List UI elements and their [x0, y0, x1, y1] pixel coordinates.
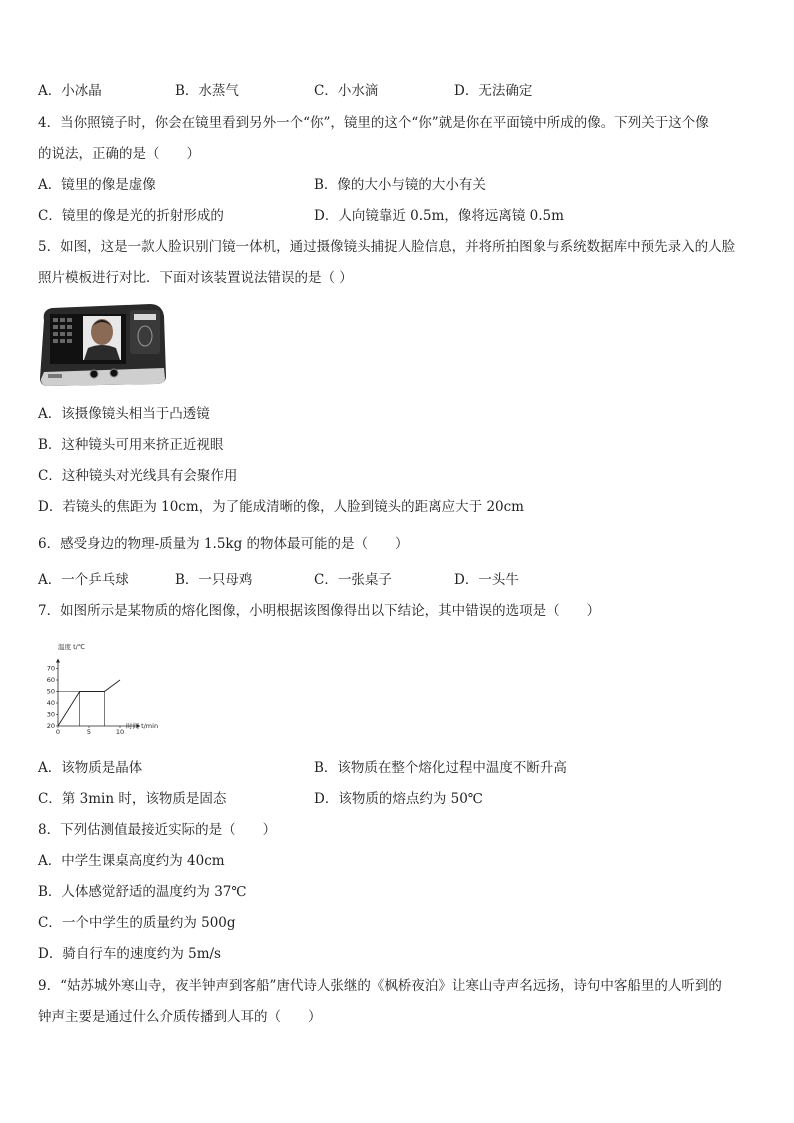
- q3-option-b: B．水蒸气: [175, 83, 239, 99]
- q5-stem-line2: 照片模板进行对比．下面对该装置说法错误的是（ ）: [38, 270, 353, 286]
- q7-option-d: D．该物质的熔点约为 50℃: [314, 791, 483, 807]
- y-tick-label: 20: [46, 722, 55, 731]
- q4-option-d: D．人向镜靠近 0.5m，像将远离镜 0.5m: [314, 208, 564, 224]
- q8-option-b: B．人体感觉舒适的温度约为 37℃: [38, 884, 247, 900]
- melting-curve-line: [58, 680, 120, 726]
- q6-option-a: A．一个乒乓球: [38, 572, 129, 588]
- q4-stem-line1: 4．当你照镜子时，你会在镜里看到另外一个“你”，镜里的这个“你”就是你在平面镜中所成的像。下列关于这个像: [38, 115, 709, 131]
- q5-stem-line1: 5．如图，这是一款人脸识别门镜一体机，通过摄像镜头捕捉人脸信息，并将所拍图象与系统数据库中预先录入的人脸: [38, 239, 736, 255]
- x-tick-label: 5: [86, 728, 92, 736]
- q9-stem-line2: 钟声主要是通过什么介质传播到人耳的（ ）: [38, 1009, 322, 1025]
- melting-curve-chart: [40, 640, 160, 736]
- q3-option-c: C．小水滴: [314, 83, 379, 99]
- q4-stem-line2: 的说法，正确的是（ ）: [38, 146, 200, 162]
- y-tick-label: 40: [46, 699, 55, 708]
- q5-option-d: D．若镜头的焦距为 10cm，为了能成清晰的像，人脸到镜头的距离应大于 20cm: [38, 499, 524, 515]
- chart-series: [58, 680, 120, 726]
- y-tick-label: 70: [46, 664, 55, 673]
- face-recognition-device-image: [38, 298, 166, 390]
- y-tick-label: 60: [46, 676, 55, 685]
- q5-option-a: A．该摄像镜头相当于凸透镜: [38, 406, 210, 422]
- y-axis-arrow: [56, 659, 60, 663]
- x-axis-label: 时间 t/min: [126, 722, 159, 730]
- q3-option-a: A．小冰晶: [38, 83, 102, 99]
- q5-option-b: B．这种镜头可用来挤正近视眼: [38, 437, 224, 453]
- q7-option-a: A．该物质是晶体: [38, 760, 143, 776]
- x-tick-label: 10: [115, 728, 125, 736]
- q8-stem: 8．下列估测值最接近实际的是（ ）: [38, 822, 277, 838]
- q6-stem: 6．感受身边的物理-质量为 1.5kg 的物体最可能的是（ ）: [38, 536, 409, 552]
- q4-option-a: A．镜里的像是虚像: [38, 177, 156, 193]
- chart-axes: [56, 659, 140, 729]
- q8-option-c: C．一个中学生的质量约为 500g: [38, 915, 236, 931]
- y-tick-label: 30: [46, 710, 55, 719]
- q6-option-b: B．一只母鸡: [175, 572, 253, 588]
- y-tick-label: 50: [46, 687, 55, 696]
- q5-option-c: C．这种镜头对光线具有会聚作用: [38, 468, 238, 484]
- q7-stem: 7．如图所示是某物质的熔化图像，小明根据该图像得出以下结论，其中错误的选项是（ ）: [38, 603, 601, 619]
- q6-option-c: C．一张桌子: [314, 572, 392, 588]
- q6-option-d: D．一头牛: [454, 572, 519, 588]
- q3-option-d: D．无法确定: [454, 83, 533, 99]
- q8-option-d: D．骑自行车的速度约为 5m/s: [38, 946, 221, 962]
- x-tick-label: 0: [55, 728, 61, 736]
- y-axis-label: 温度 t/℃: [58, 643, 86, 651]
- q4-option-c: C．镜里的像是光的折射形成的: [38, 208, 224, 224]
- q7-option-c: C．第 3min 时，该物质是固态: [38, 791, 227, 807]
- q9-stem-line1: 9．“姑苏城外寒山寺，夜半钟声到客船”唐代诗人张继的《枫桥夜泊》让寒山寺声名远扬，诗句中客船里的人听到的: [38, 978, 722, 994]
- q7-option-b: B．该物质在整个熔化过程中温度不断升高: [314, 760, 567, 776]
- q4-option-b: B．像的大小与镜的大小有关: [314, 177, 486, 193]
- q8-option-a: A．中学生课桌高度约为 40cm: [38, 853, 225, 869]
